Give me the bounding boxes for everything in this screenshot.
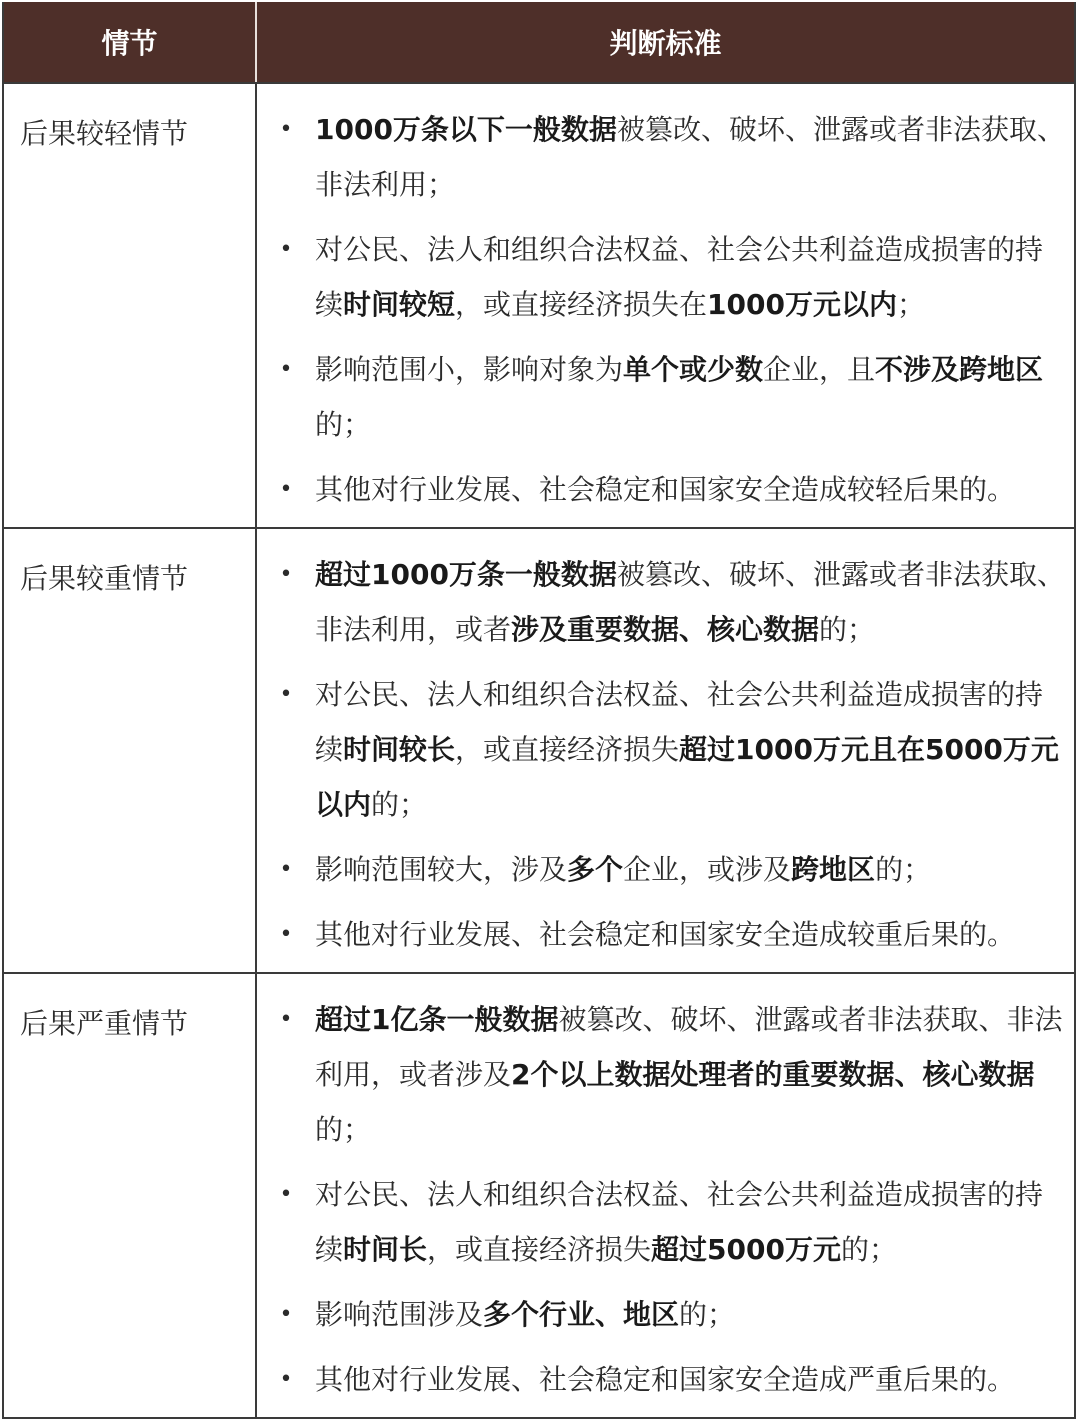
list-item-text — [315, 342, 1074, 452]
plain-text: 被篡改、破坏、泄露或者非法获取、非法利用，或者 — [315, 558, 1065, 646]
plain-text: 的； — [315, 1113, 372, 1146]
list-item-text — [315, 1352, 1074, 1407]
plain-text: 其他对行业发展、社会稳定和国家安全造成严重后果的。 — [315, 1363, 1016, 1396]
list-item — [257, 222, 1074, 332]
criteria-list — [257, 84, 1074, 527]
emphasis-text: 超过1000万元且在5000万元以内 — [315, 733, 1059, 821]
emphasis-text: 涉及重要数据、核心数据 — [511, 613, 820, 646]
plain-text: 企业，且 — [763, 353, 876, 386]
bullet-icon: • — [279, 1007, 293, 1032]
emphasis-text: 超过1000万条一般数据 — [315, 558, 617, 591]
bullet-icon: • — [279, 1182, 293, 1207]
plain-text: 被篡改、破坏、泄露或者非法获取、非法利用，或者涉及 — [315, 1003, 1063, 1091]
emphasis-text: 2个以上数据处理者的重要数据、核心数据 — [511, 1058, 1035, 1091]
bullet-icon: • — [279, 1367, 293, 1392]
list-item-text — [315, 1287, 1074, 1342]
plain-text: 其他对行业发展、社会稳定和国家安全造成较轻后果的。 — [315, 473, 1016, 506]
plain-text: ； — [896, 288, 925, 321]
emphasis-text: 1000万条以下一般数据 — [315, 113, 617, 146]
plain-text: 影响范围较大，涉及 — [315, 853, 568, 886]
list-item — [257, 547, 1074, 657]
plain-text: 影响范围涉及 — [315, 1298, 484, 1331]
header-col-circumstance: 情节 — [4, 2, 257, 82]
table-row — [4, 527, 1074, 972]
header-col-criteria: 判断标准 — [609, 27, 722, 60]
plain-text: 的； — [679, 1298, 736, 1331]
list-item — [257, 667, 1074, 832]
emphasis-text: 时间长 — [343, 1233, 428, 1266]
emphasis-text: 时间较长 — [343, 733, 456, 766]
list-item-text — [315, 992, 1074, 1157]
list-item-text — [315, 462, 1074, 517]
row-label: 后果较轻情节 — [4, 84, 257, 527]
plain-text: 其他对行业发展、社会稳定和国家安全造成较重后果的。 — [315, 918, 1016, 951]
bullet-icon: • — [279, 117, 293, 142]
emphasis-text: 单个或少数 — [623, 353, 764, 386]
plain-text: 对公民、法人和组织合法权益、社会公共利益造成损害的持续 — [315, 1178, 1044, 1266]
table-header — [4, 2, 1074, 82]
list-item — [257, 1287, 1074, 1342]
plain-text: 的； — [371, 788, 428, 821]
plain-text: ，或直接经济损失 — [455, 733, 680, 766]
list-item — [257, 342, 1074, 452]
emphasis-text: 1000万元以内 — [707, 288, 897, 321]
plain-text: 影响范围小，影响对象为 — [315, 353, 624, 386]
table-row — [4, 82, 1074, 527]
list-item — [257, 1167, 1074, 1277]
plain-text: 企业，或涉及 — [623, 853, 792, 886]
plain-text: ，或直接经济损失在 — [455, 288, 708, 321]
emphasis-text: 超过5000万元 — [651, 1233, 841, 1266]
list-item — [257, 1352, 1074, 1407]
list-item-text — [315, 1167, 1074, 1277]
list-item-text — [315, 842, 1074, 897]
list-item-text — [315, 222, 1074, 332]
list-item-text — [315, 547, 1074, 657]
emphasis-text: 多个 — [567, 853, 624, 886]
criteria-list — [257, 974, 1074, 1417]
emphasis-text: 时间较短 — [343, 288, 456, 321]
plain-text: 的； — [819, 613, 876, 646]
row-label: 后果严重情节 — [4, 974, 257, 1417]
bullet-icon: • — [279, 1302, 293, 1327]
table-row — [4, 972, 1074, 1417]
bullet-icon: • — [279, 562, 293, 587]
table-body — [4, 82, 1074, 1417]
bullet-icon: • — [279, 237, 293, 262]
criteria-list — [257, 529, 1074, 972]
criteria-table — [2, 2, 1076, 1419]
bullet-icon: • — [279, 682, 293, 707]
list-item — [257, 992, 1074, 1157]
row-label: 后果较重情节 — [4, 529, 257, 972]
list-item — [257, 842, 1074, 897]
plain-text: 的； — [840, 1233, 897, 1266]
emphasis-text: 超过1亿条一般数据 — [315, 1003, 559, 1036]
bullet-icon: • — [279, 477, 293, 502]
plain-text: 被篡改、破坏、泄露或者非法获取、非法利用； — [315, 113, 1065, 201]
emphasis-text: 多个行业、地区 — [483, 1298, 680, 1331]
list-item — [257, 462, 1074, 517]
list-item-text — [315, 102, 1074, 212]
list-item-text — [315, 667, 1074, 832]
bullet-icon: • — [279, 857, 293, 882]
bullet-icon: • — [279, 357, 293, 382]
list-item — [257, 102, 1074, 212]
plain-text: 的； — [315, 408, 372, 441]
plain-text: ，或直接经济损失 — [427, 1233, 652, 1266]
emphasis-text: 不涉及跨地区 — [875, 353, 1044, 386]
plain-text: 对公民、法人和组织合法权益、社会公共利益造成损害的持续 — [315, 678, 1044, 766]
plain-text: 对公民、法人和组织合法权益、社会公共利益造成损害的持续 — [315, 233, 1044, 321]
emphasis-text: 跨地区 — [791, 853, 876, 886]
list-item-text — [315, 907, 1074, 962]
plain-text: 的； — [875, 853, 932, 886]
bullet-icon: • — [279, 922, 293, 947]
list-item — [257, 907, 1074, 962]
